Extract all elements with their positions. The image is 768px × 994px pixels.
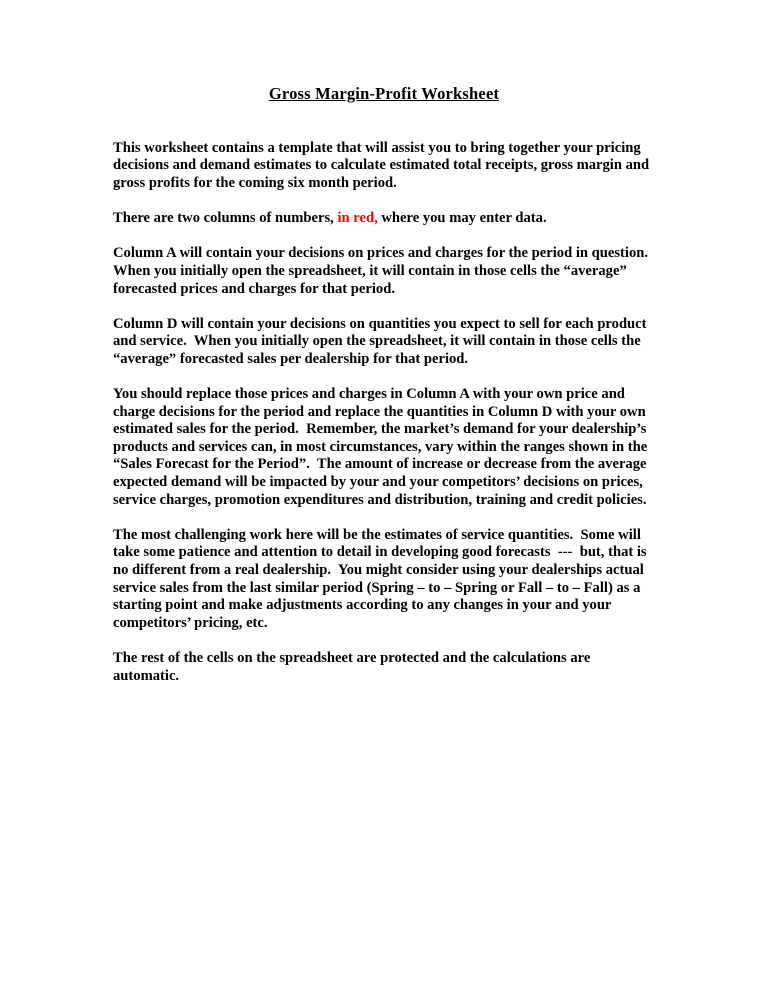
text-run: There are two columns of numbers, [113, 210, 338, 227]
text-run: Column A will contain your decisions on prices and charges for the period in question. When you initially open the spreadsheet, it will contain in those cells the “average” forecasted prices and charges for that period. [113, 245, 656, 297]
text-run: You should replace those prices and charges in Column A with your own price and charge decisions for the period and replace the quantities in Column D with your own estimated sales for the period. Remember, the market’s demand for your dealership’s products and services can, in most circumstances, vary within the ranges shown in the “Sales Forecast for the Period”. The amount of increase or decrease from the average expected demand will be impacted by your and your competitors’ decisions on prices, service charges, promotion expenditures and distribution, training and credit policies. [113, 386, 651, 508]
paragraph [113, 316, 655, 369]
document-title: Gross Margin-Profit Worksheet [268, 84, 500, 103]
text-run: The most challenging work here will be the estimates of service quantities. Some will take some patience and attention to detail in developing good forecasts --- but, that is no different from a real dealership. You might consider using your dealerships actual service sales from the last similar period (Spring – to – Spring or Fall – to – Fall) as a starting point and make adjustments according to any changes in your and your competitors’ pricing, etc. [113, 526, 651, 631]
red-highlight-text: in red, [337, 210, 378, 227]
paragraph [113, 210, 655, 228]
text-run: The rest of the cells on the spreadsheet are protected and the calculations are automatic. [113, 650, 595, 684]
paragraph [113, 245, 655, 298]
text-run: where you may enter data. [377, 210, 547, 227]
paragraph [113, 386, 655, 509]
paragraph [113, 527, 655, 633]
document-body [113, 140, 655, 685]
text-run: Column D will contain your decisions on quantities you expect to sell for each product and service. When you initially open the spreadsheet, it will contain in those cells the “average” forecasted sales per dealership for that period. [113, 315, 651, 367]
paragraph [113, 140, 655, 193]
paragraph [113, 650, 655, 685]
text-run: This worksheet contains a template that will assist you to bring together your pricing decisions and demand estimates to calculate estimated total receipts, gross margin and gross profits for the coming six month period. [113, 139, 653, 191]
